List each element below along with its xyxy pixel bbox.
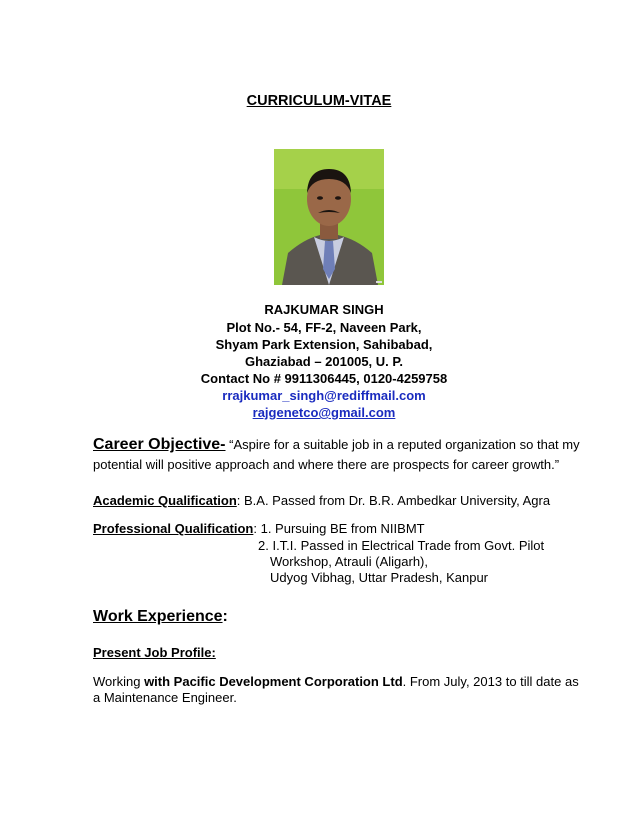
- career-objective-heading: Career Objective-: [93, 436, 226, 453]
- document-title: CURRICULUM-VITAE: [246, 93, 392, 109]
- professional-line-4: Udyog Vibhag, Uttar Pradesh, Kanpur: [270, 570, 489, 585]
- work-experience-heading: Work Experience: [93, 608, 223, 625]
- professional-line-2: 2. I.T.I. Passed in Electrical Trade from Govt. Pilot: [258, 538, 545, 553]
- working-suffix: . From July, 2013 to till date as: [402, 674, 579, 689]
- career-objective-text-line2: potential will positive approach and where there are prospects for career growth.”: [93, 457, 560, 472]
- working-line-2: a Maintenance Engineer.: [93, 690, 237, 705]
- address-line-2: Shyam Park Extension, Sahibabad,: [215, 337, 433, 352]
- academic-text: : B.A. Passed from Dr. B.R. Ambedkar University, Agra: [236, 493, 551, 508]
- professional-line-1: : 1. Pursuing BE from NIIBMT: [253, 521, 425, 536]
- career-objective-text-line1: “Aspire for a suitable job in a reputed organization so that my: [225, 437, 580, 452]
- work-experience-colon: :: [222, 608, 228, 625]
- address-line-1: Plot No.- 54, FF-2, Naveen Park,: [226, 320, 422, 335]
- working-line-1: [93, 674, 579, 689]
- work-experience: [93, 608, 228, 626]
- contact-name: RAJKUMAR SINGH: [264, 302, 384, 317]
- professional-qualification: [93, 521, 425, 536]
- profile-photo: [274, 149, 384, 285]
- present-job-label: Present Job Profile:: [93, 645, 216, 660]
- address-line-3: Ghaziabad – 201005, U. P.: [244, 354, 403, 369]
- contact-phone: Contact No # 9911306445, 0120-4259758: [200, 371, 448, 386]
- present-job-heading: [93, 645, 216, 660]
- academic-heading: Academic Qualification: [93, 493, 237, 508]
- email-link-2[interactable]: rajgenetco@gmail.com: [252, 405, 396, 420]
- career-objective: [93, 436, 580, 454]
- working-prefix: Working: [93, 674, 145, 689]
- professional-line-3: Workshop, Atrauli (Aligarh),: [270, 554, 428, 569]
- professional-heading: Professional Qualification: [93, 521, 254, 536]
- email-link-1[interactable]: rrajkumar_singh@rediffmail.com: [222, 388, 426, 403]
- company-name: with Pacific Development Corporation Ltd: [144, 674, 403, 689]
- academic-qualification: [93, 493, 550, 508]
